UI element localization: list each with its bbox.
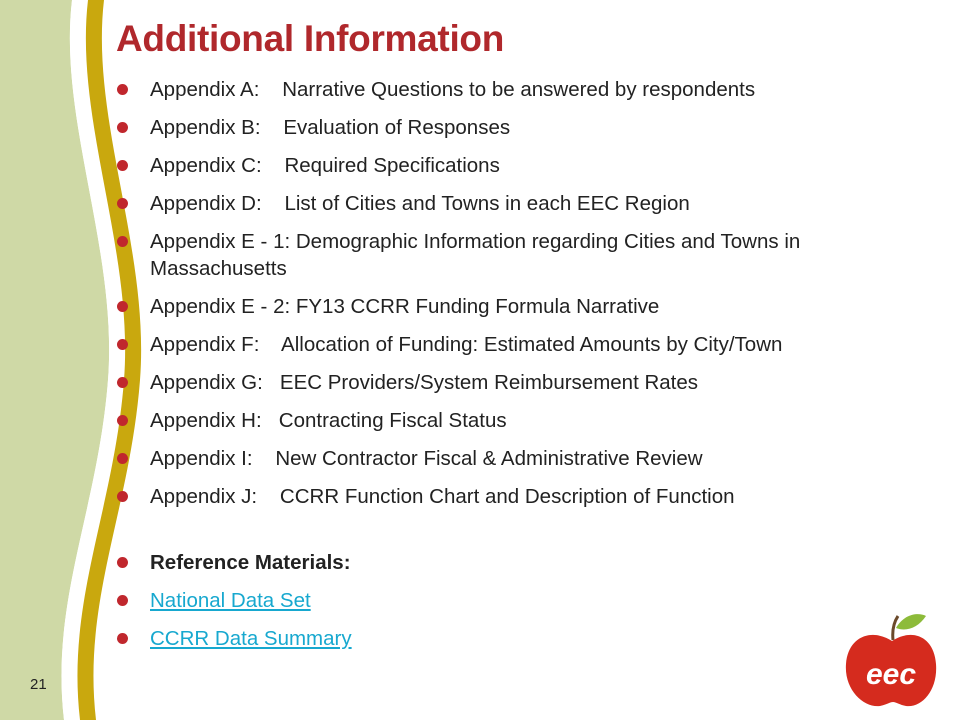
link-item bbox=[116, 587, 916, 614]
bullet-icon bbox=[117, 595, 128, 606]
bullet-icon bbox=[117, 415, 128, 426]
bullet-icon bbox=[117, 633, 128, 644]
list-item-text: Appendix E - 1: Demographic Information regarding Cities and Towns in Massachusetts bbox=[150, 230, 806, 280]
list-item-text: Appendix D: List of Cities and Towns in each EEC Region bbox=[150, 192, 690, 215]
bullet-icon bbox=[117, 301, 128, 312]
list-item bbox=[116, 152, 916, 179]
bullet-icon bbox=[117, 339, 128, 350]
list-item-text: Appendix J: CCRR Function Chart and Description of Function bbox=[150, 485, 735, 508]
national-data-set-link[interactable]: National Data Set bbox=[150, 589, 311, 612]
link-item bbox=[116, 625, 916, 652]
bullet-icon bbox=[117, 491, 128, 502]
list-item bbox=[116, 369, 916, 396]
list-item-text: Appendix C: Required Specifications bbox=[150, 154, 500, 177]
list-item-text: Appendix H: Contracting Fiscal Status bbox=[150, 409, 507, 432]
list-item bbox=[116, 190, 916, 217]
bullet-icon bbox=[117, 377, 128, 388]
ccrr-data-summary-link[interactable]: CCRR Data Summary bbox=[150, 627, 352, 650]
list-item-text: Appendix G: EEC Providers/System Reimbursement Rates bbox=[150, 371, 699, 394]
list-item-text: Appendix F: Allocation of Funding: Estimated Amounts by City/Town bbox=[150, 333, 783, 356]
bullet-icon bbox=[117, 198, 128, 209]
bullet-icon bbox=[117, 160, 128, 171]
reference-heading: Reference Materials: bbox=[150, 551, 351, 574]
bullet-icon bbox=[117, 84, 128, 95]
reference-heading-item bbox=[116, 549, 916, 576]
list-item bbox=[116, 114, 916, 141]
slide-number: 21 bbox=[30, 676, 47, 693]
eec-logo-text: eec bbox=[865, 658, 917, 691]
bullet-icon bbox=[117, 122, 128, 133]
list-item-text: Appendix I: New Contractor Fiscal & Administrative Review bbox=[150, 447, 703, 470]
list-item-text: Appendix E - 2: FY13 CCRR Funding Formula Narrative bbox=[150, 295, 660, 318]
list-item bbox=[116, 407, 916, 434]
list-item bbox=[116, 293, 916, 320]
bullet-icon bbox=[117, 453, 128, 464]
list-item bbox=[116, 445, 916, 472]
bullet-icon bbox=[117, 557, 128, 568]
list-item bbox=[116, 76, 916, 103]
list-item bbox=[116, 228, 916, 282]
appendix-list bbox=[116, 76, 916, 652]
slide-title: Additional Information bbox=[116, 18, 505, 59]
list-item bbox=[116, 331, 916, 358]
list-item-text: Appendix B: Evaluation of Responses bbox=[150, 116, 511, 139]
list-item bbox=[116, 483, 916, 510]
list-item-text: Appendix A: Narrative Questions to be answered by respondents bbox=[150, 78, 756, 101]
bullet-icon bbox=[117, 236, 128, 247]
